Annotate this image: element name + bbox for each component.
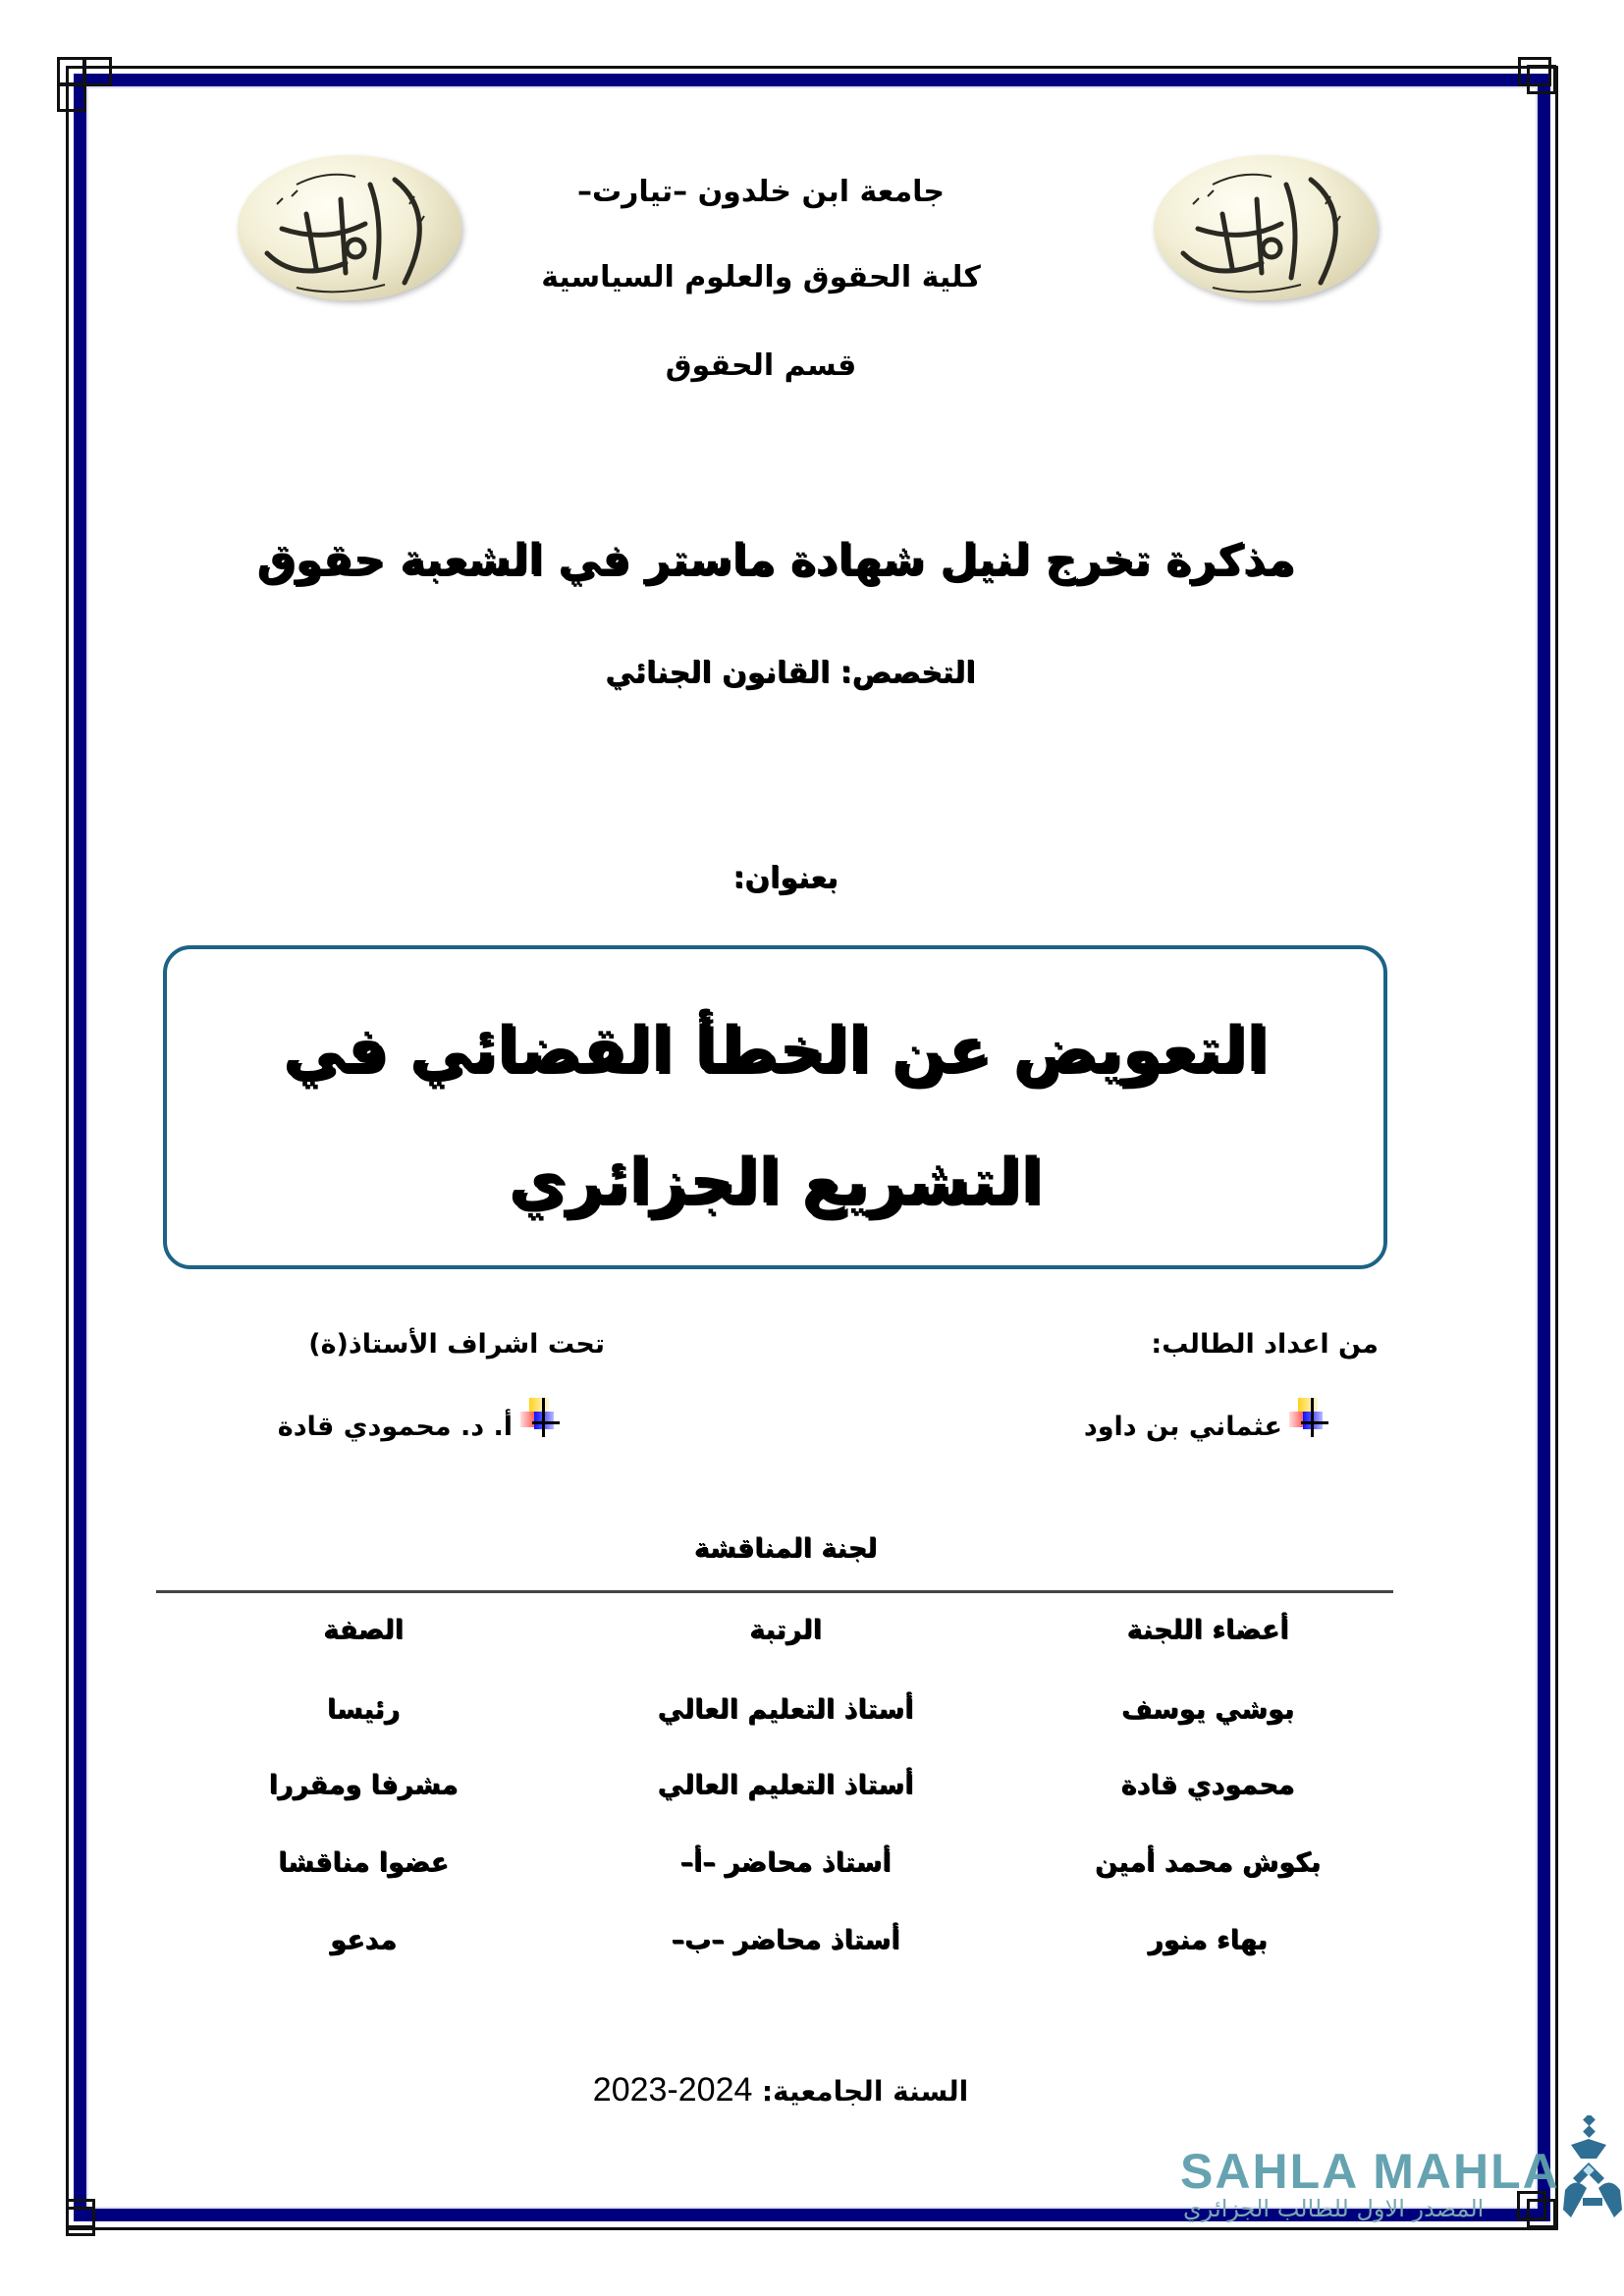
frame-corner-tr-2: [1518, 57, 1551, 86]
header-rank: الرتبة: [749, 1615, 822, 1645]
watermark-logo-icon: [1561, 2115, 1624, 2223]
header-members: أعضاء اللجنة: [1126, 1615, 1289, 1645]
frame-corner-tl-3: [57, 82, 86, 112]
academic-year-value: 2023-2024: [592, 2071, 753, 2109]
thesis-type: مذكرة تخرج لنيل شهادة ماستر في الشعبة حقوق: [256, 535, 1295, 585]
member-rank: أستاذ التعليم العالي: [657, 1770, 914, 1800]
academic-year-label: السنة الجامعية:: [761, 2075, 969, 2108]
frame-corner-br-2: [1527, 2199, 1556, 2228]
member-rank: أستاذ محاضر –أ–: [679, 1847, 892, 1878]
student-name: عثماني بن داود: [1083, 1412, 1282, 1442]
calligraphy-emblem-icon: [238, 155, 461, 300]
member-name: محمودي قادة: [1120, 1770, 1295, 1800]
faculty-name: كلية الحقوق والعلوم السياسية: [541, 260, 981, 294]
university-logo-left: [238, 155, 461, 300]
watermark-brand: SAHLA MAHLA: [1180, 2144, 1560, 2199]
thesis-title-box: [163, 945, 1387, 1269]
member-role: مشرفا ومقررا: [268, 1770, 459, 1800]
specialization: التخصص: القانون الجنائي: [605, 656, 976, 690]
university-name: جامعة ابن خلدون –تيارت–: [576, 175, 946, 209]
supervisor-name: أ. د. محمودي قادة: [277, 1412, 513, 1442]
member-name: بكوش محمد أمين: [1095, 1847, 1321, 1878]
frame-corner-tl-2: [82, 57, 112, 86]
member-rank: أستاذ التعليم العالي: [657, 1694, 914, 1725]
committee-title: لجنة المناقشة: [693, 1533, 878, 1564]
bullet-icon: [520, 1398, 554, 1431]
university-logo-right: [1154, 155, 1378, 300]
header-role: الصفة: [323, 1615, 404, 1645]
thesis-title-line-2: التشريع الجزائري: [508, 1146, 1043, 1218]
title-label: بعنوان:: [732, 861, 839, 895]
supervisor-label: تحت اشراف الأستاذ(ة): [308, 1329, 605, 1360]
thesis-title-line-1: التعويض عن الخطأ القضائي في: [282, 1014, 1269, 1087]
committee-divider: [156, 1590, 1393, 1593]
watermark-tagline: المصدر الاول للطالب الجزائري: [1183, 2195, 1485, 2222]
member-rank: أستاذ محاضر –ب–: [671, 1925, 900, 1955]
member-role: مدعو: [330, 1925, 397, 1955]
academic-year: [550, 2071, 1011, 2109]
department-name: قسم الحقوق: [665, 348, 857, 383]
member-role: رئيسا: [326, 1694, 401, 1725]
member-role: عضوا مناقشا: [278, 1847, 449, 1878]
member-name: بوشي يوسف: [1120, 1694, 1295, 1725]
calligraphy-emblem-icon: [1154, 155, 1378, 300]
student-label: من اعداد الطالب:: [1151, 1329, 1379, 1360]
member-name: بهاء منور: [1148, 1925, 1268, 1955]
frame-corner-bl-2: [66, 2207, 95, 2236]
bullet-icon: [1289, 1398, 1323, 1431]
